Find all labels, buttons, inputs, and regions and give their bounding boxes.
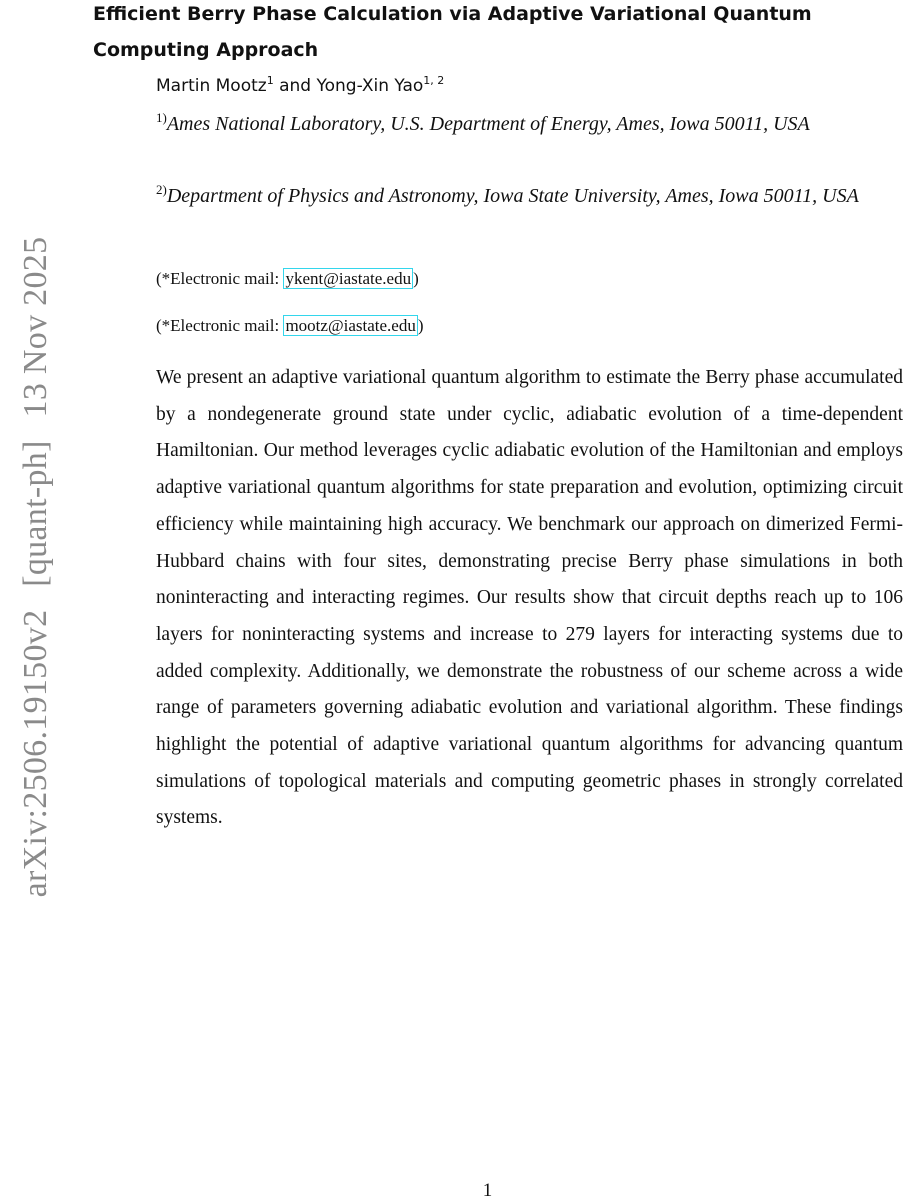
email-suffix: ) [413,269,419,288]
author-affiliation-mark: 1 [266,74,274,87]
page-number: 1 [482,1180,493,1201]
contact-email-line [156,314,424,338]
arxiv-category: [quant-ph] [17,440,54,587]
author-conjunction: and [279,76,312,96]
author-name: Yong-Xin Yao [316,76,424,96]
author-list [156,74,444,98]
email-prefix: (*Electronic mail: [156,316,284,335]
affiliation-mark: 2) [156,182,167,197]
arxiv-id: arXiv:2506.19150v2 [17,609,54,898]
affiliation [156,106,868,142]
author-affiliation-mark: 1, 2 [423,74,445,87]
author-name: Martin Mootz [156,76,267,96]
affiliation-mark: 1) [156,110,167,125]
contact-email-line [156,267,419,291]
paper-title: Efficient Berry Phase Calculation via Adaptive Variational Quantum Computing Approach [93,3,812,61]
email-suffix: ) [417,316,424,335]
abstract: We present an adaptive variational quantum algorithm to estimate the Berry phase accumulated by a nondegenerate ground state under cyclic, adiabatic evolution of a time-dependent Hamiltonian. Our method leverages cyclic adiabatic evolution of the Hamiltonian and employs adaptive variational quantum algorithms for state preparation and evolution, optimizing circuit efficiency while maintaining high accuracy. We benchmark our approach on dimerized Fermi-Hubbard chains with four sites, demonstrating precise Berry phase simulations in both noninteracting and interacting regimes. Our results show that circuit depths reach up to 106 layers for noninteracting systems and increase to 279 layers for interacting systems due to added complexity. Additionally, we demonstrate the robustness of our scheme across a wide range of parameters governing adiabatic evolution and variational algorithm. These findings highlight the potential of adaptive variational quantum algorithms for advancing quantum simulations of topological materials and computing geometric phases in strongly correlated systems. [156,367,903,829]
arxiv-date: 13 Nov 2025 [17,236,54,418]
affiliation-text: Department of Physics and Astronomy, Iowa State University, Ames, Iowa 50011, USA [166,185,859,207]
arxiv-identifier-stamp [17,223,55,898]
affiliation [156,178,868,214]
affiliation-text: Ames National Laboratory, U.S. Department of Energy, Ames, Iowa 50011, USA [166,113,810,135]
email-link[interactable]: mootz@iastate.edu [285,316,416,335]
email-link[interactable]: ykent@iastate.edu [285,269,412,288]
email-prefix: (*Electronic mail: [156,269,284,288]
